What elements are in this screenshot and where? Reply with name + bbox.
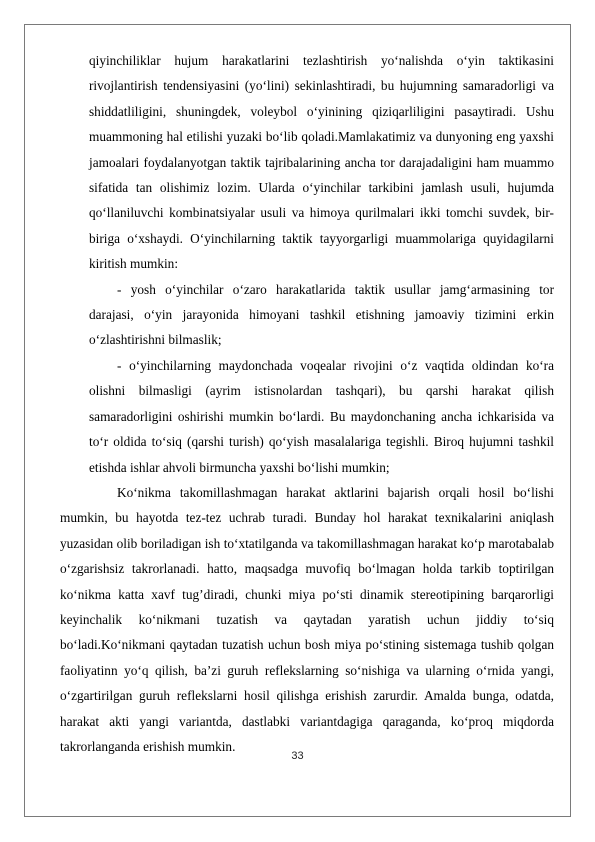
list-item-2-text: - o‘yinchilarning maydonchada voqealar rivojini o‘z vaqtida oldindan ko‘ra olishni bilmasligi (ayrim istisnolardan tashqari), bu qarshi harakat qilish samaradorligini oshirishi mumkin bo‘lardi. Bu maydonchaning ancha ichkarisida va to‘r oldida to‘siq (qarshi turish) qo‘yish masalalariga tegishli. Biroq hujumni tashkil etishda ishlar ahvoli birmuncha yaxshi bo‘lishi mumkin; <box>89 357 554 475</box>
list-item-2 <box>89 353 554 480</box>
document-body <box>60 48 554 759</box>
page-number: 33 <box>291 750 304 762</box>
paragraph-intro: qiyinchiliklar hujum harakatlarini tezlashtirish yo‘nalishda o‘yin taktikasini rivojlantirish tendensiyasini (yo‘lini) sekinlashtiradi, bu hujumning samaradorligi va shiddatliligini, shuningdek, voleybol o‘yinining qiziqarliligini pasaytiradi. Ushu muammoning hal etilishi yuzaki bo‘lib qoladi.Mamlakatimiz va dunyoning eng yaxshi jamoalari foydalanyotgan taktik tajribalarining ancha tor darajadaligini ham muammo sifatida tan olishimiz lozim. Ularda o‘yinchilar tarkibini jamlash usuli, hujumda qo‘llaniluvchi kombinatsiyalar usuli va himoya qurilmalari ikki tomchi suvdek, bir-biriga o‘xshaydi. O‘yinchilarning taktik tayyorgarligi muammolariga quyidagilarni kiritish mumkin: <box>89 53 554 272</box>
paragraph-skills <box>60 480 554 759</box>
paragraph-skills-text: Ko‘nikma takomillashmagan harakat aktlarini bajarish orqali hosil bo‘lishi mumkin, bu hayotda tez-tez uchrab turadi. Bunday hol harakat texnikalarini aniqlash yuzasidan olib boriladigan ish to‘xtatilganda va takomillashmagan harakat ko‘p marotabalab o‘zgarishsiz takrorlanadi. hatto, maqsadga muvofiq bo‘lmagan holda tarkib toptirilgan ko‘nikma katta xavf tug’diradi, chunki miya po‘sti dinamik stereotipining barqarorligi keyinchalik ko‘nikmani tuzatish va qaytadan yaratish uchun jiddiy to‘siq bo‘ladi.Ko‘nikmani qaytadan tuzatish uchun bosh miya po‘stining sistemaga tushib qolgan faoliyatinn yo‘q qilish, ba’zi guruh reflekslarning so‘nishiga va ularning o‘rnida yangi, o‘zgartirilgan guruh reflekslarni hosil qilishga erishish zarurdir. Amalda bunga, odatda, harakat akti yangi variantda, dastlabki variantdagiga qaraganda, ko‘proq miqdorda takrorlanganda erishish mumkin. <box>60 484 554 754</box>
list-item-1 <box>89 277 554 353</box>
paragraph-skills-wrapper <box>60 480 554 759</box>
list-item-1-text: - yosh o‘yinchilar o‘zaro harakatlarida taktik usullar jamg‘armasining tor darajasi, o‘yin jarayonida himoyani tashkil etishning jamoaviy tizimini erkin o‘zlashtirishni bilmaslik; <box>89 281 554 348</box>
